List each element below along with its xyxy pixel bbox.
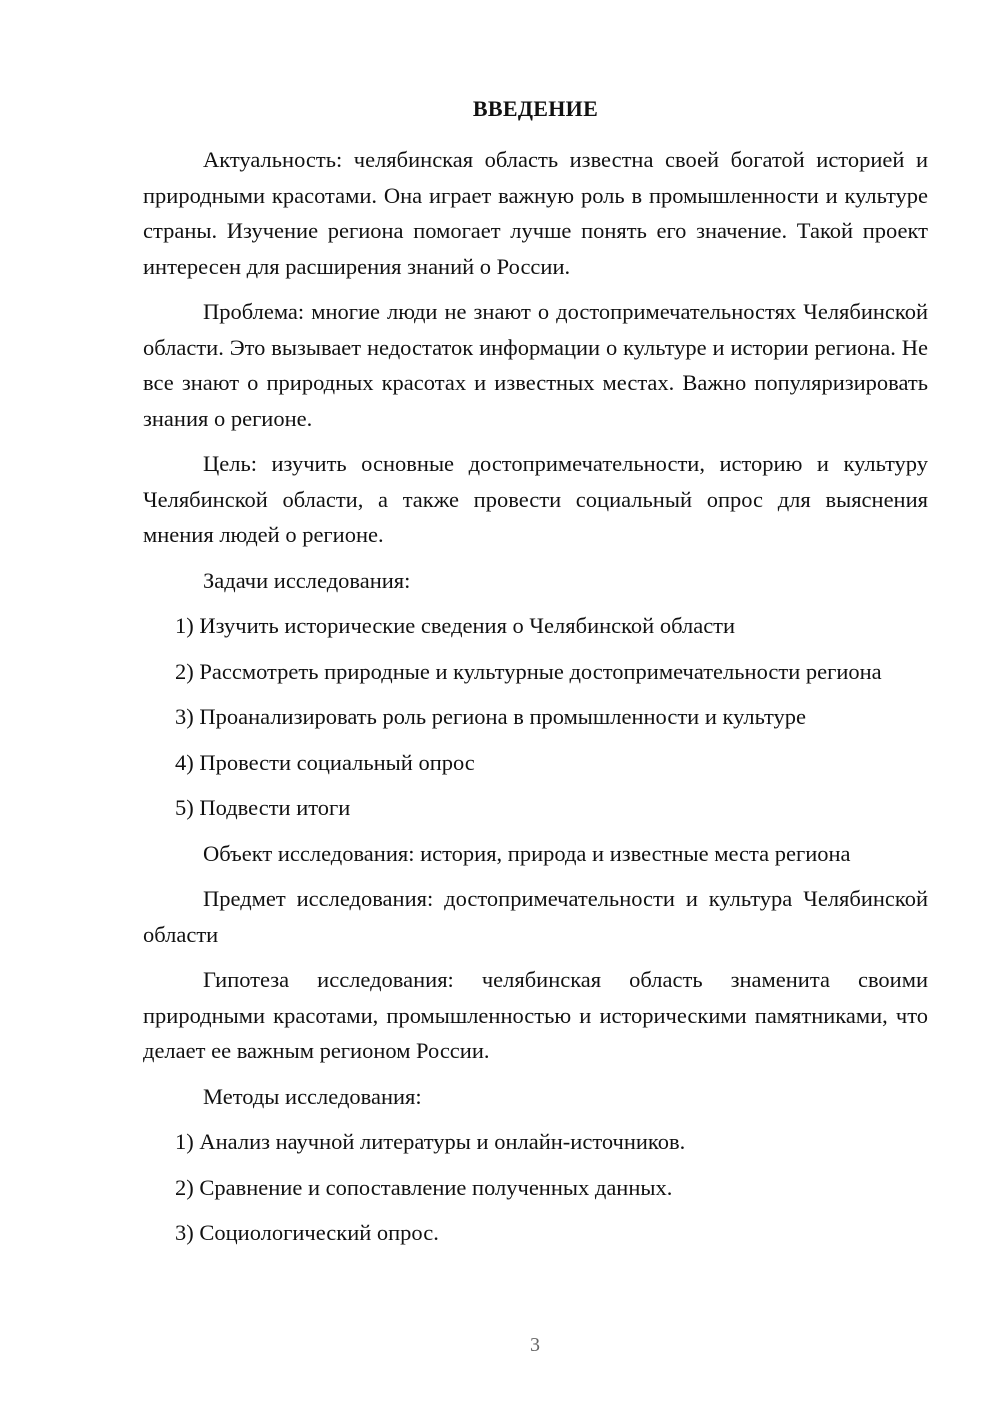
task-item: 5) Подвести итоги [175,795,351,820]
problem-paragraph: Проблема: многие люди не знают о достопримечательностях Челябинской области. Это вызывает недостаток информации о культуре и истории региона. Не все знают о природных красотах и известных местах. Важно популяризировать знания о регионе. [143,299,928,431]
tasks-heading: Задачи исследования: [203,567,411,593]
goal-paragraph: Цель: изучить основные достопримечательности, историю и культуру Челябинской области, а также провести социальный опрос для выяснения мнения людей о регионе. [143,451,928,547]
relevance-paragraph: Актуальность: челябинская область известна своей богатой историей и природными красотами. Она играет важную роль в промышленности и культуре страны. Изучение региона помогает лучше понять его значение. Такой проект интересен для расширения знаний о России. [143,147,928,279]
task-item: 3) Проанализировать роль региона в промышленности и культуре [175,704,807,729]
method-item: 3) Социологический опрос. [175,1220,439,1245]
method-item: 2) Сравнение и сопоставление полученных данных. [175,1174,673,1200]
page-number: 3 [530,1334,540,1356]
method-item: 1) Анализ научной литературы и онлайн-источников. [175,1129,686,1154]
hypothesis-paragraph: Гипотеза исследования: челябинская область знаменита своими природными красотами, промышленностью и историческими памятниками, что делает ее важным регионом России. [143,967,928,1063]
section-body [143,142,928,1261]
task-item: 2) Рассмотреть природные и культурные достопримечательности региона [175,658,882,684]
subject-paragraph: Предмет исследования: достопримечательности и культура Челябинской области [143,886,928,947]
task-item: 4) Провести социальный опрос [175,749,475,775]
section-heading: ВВЕДЕНИЕ [472,96,599,121]
object-paragraph: Объект исследования: история, природа и известные места региона [203,840,851,866]
methods-heading: Методы исследования: [203,1083,422,1109]
task-item: 1) Изучить исторические сведения о Челябинской области [175,613,736,638]
